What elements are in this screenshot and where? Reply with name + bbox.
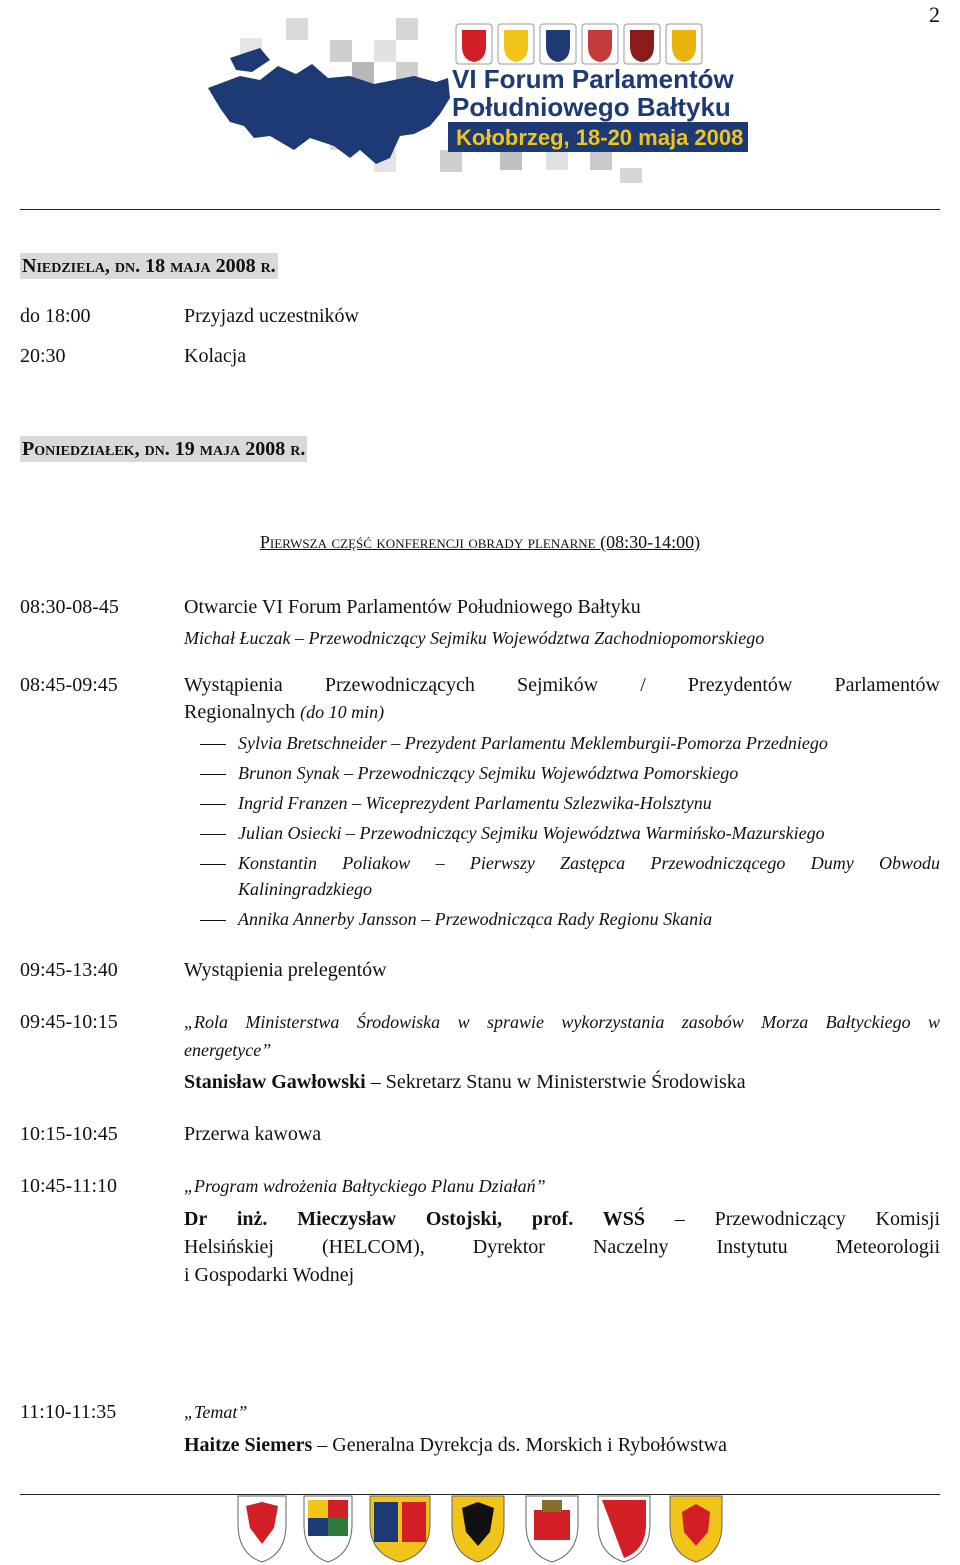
coats-of-arms: [456, 24, 702, 64]
coat-of-arms-icon: [670, 1496, 722, 1562]
talk1-title-2: energetyce”: [184, 1040, 272, 1060]
speeches-title-1: Wystąpienia Przewodniczących Sejmików / Prezydentów Parlamentów: [184, 674, 940, 696]
coat-of-arms-icon: [526, 1496, 578, 1562]
speaker-item: Ingrid Franzen – Wiceprezydent Parlamentu Szlezwika-Holsztynu: [200, 793, 712, 814]
banner-title-1: VI Forum Parlamentów: [452, 64, 734, 94]
day1-text-1: Przyjazd uczestników: [184, 305, 359, 327]
lecturers-text: Wystąpienia prelegentów: [184, 959, 387, 981]
speaker-item: Sylvia Bretschneider – Prezydent Parlamentu Meklemburgii-Pomorza Przedniego: [200, 733, 828, 754]
day1-heading: Niedziela, dn. 18 maja 2008 r.: [22, 255, 276, 277]
speeches-time: 08:45-09:45: [20, 674, 118, 696]
map-shape: [208, 64, 450, 164]
speaker-item: Annika Annerby Jansson – Przewodnicząca Rady Regionu Skania: [200, 909, 712, 930]
coat-of-arms-icon: [452, 1496, 504, 1562]
speeches-note: (do 10 min): [300, 702, 385, 722]
break-time: 10:15-10:45: [20, 1123, 118, 1145]
banner-title-2: Południowego Bałtyku: [452, 92, 731, 122]
coat-of-arms-icon: [370, 1496, 430, 1562]
talk3-time: 11:10-11:35: [20, 1401, 117, 1423]
day1-text-2: Kolacja: [184, 345, 247, 367]
header-rule: [20, 209, 940, 210]
talk2-speaker-2: Helsińskiej (HELCOM), Dyrektor Naczelny Instytutu Meteorologii: [184, 1236, 940, 1258]
section-heading: Pierwsza część konferencji obrady plenarne (08:30-14:00): [259, 532, 701, 552]
talk3-speaker: Haitze Siemers – Generalna Dyrekcja ds. Morskich i Rybołówstwa: [184, 1434, 727, 1456]
forum-banner-logo: [200, 18, 760, 183]
opening-title: Otwarcie VI Forum Parlamentów Południowego Bałtyku: [184, 596, 641, 618]
talk1-speaker: Stanisław Gawłowski – Sekretarz Stanu w Ministerstwie Środowiska: [184, 1071, 746, 1093]
talk2-title: „Program wdrożenia Bałtyckiego Planu Działań”: [184, 1176, 546, 1196]
lecturers-time: 09:45-13:40: [20, 959, 118, 981]
talk2-speaker-3: i Gospodarki Wodnej: [184, 1264, 355, 1286]
talk3-title: „Temat”: [184, 1402, 248, 1422]
coat-of-arms-icon: [304, 1496, 352, 1562]
talk2-time: 10:45-11:10: [20, 1175, 118, 1197]
coat-of-arms-icon: [238, 1496, 286, 1562]
day1-time-2: 20:30: [20, 345, 66, 367]
opening-speaker: Michał Łuczak – Przewodniczący Sejmiku Województwa Zachodniopomorskiego: [184, 628, 765, 648]
talk1-title-1: „Rola Ministerstwa Środowiska w sprawie wykorzystania zasobów Morza Bałtyckiego w: [184, 1012, 940, 1032]
speaker-item: Brunon Synak – Przewodniczący Sejmiku Województwa Pomorskiego: [200, 763, 738, 784]
speeches-title-2-wrap: [184, 701, 384, 724]
talk2-speaker-1: Dr inż. Mieczysław Ostojski, prof. WSŚ – Przewodniczący Komisji: [184, 1208, 940, 1230]
page-number: 2: [929, 2, 940, 27]
talk1-time: 09:45-10:15: [20, 1011, 118, 1033]
day1-time-1: do 18:00: [20, 305, 91, 327]
speeches-title-2: Regionalnych: [184, 701, 296, 723]
speaker-item: Julian Osiecki – Przewodniczący Sejmiku Województwa Warmińsko-Mazurskiego: [200, 823, 825, 844]
break-text: Przerwa kawowa: [184, 1123, 322, 1145]
day2-heading: Poniedziałek, dn. 19 maja 2008 r.: [22, 438, 306, 460]
speaker-item-continuation: Kaliningradzkiego: [238, 879, 372, 899]
banner-title-3: Kołobrzeg, 18-20 maja 2008: [456, 125, 744, 150]
speaker-item: Konstantin Poliakow – Pierwszy Zastępca Przewodniczącego Dumy Obwodu: [200, 853, 940, 874]
coat-of-arms-icon: [598, 1496, 650, 1562]
footer-coats-of-arms: [230, 1492, 930, 1564]
opening-time: 08:30-08-45: [20, 596, 119, 618]
